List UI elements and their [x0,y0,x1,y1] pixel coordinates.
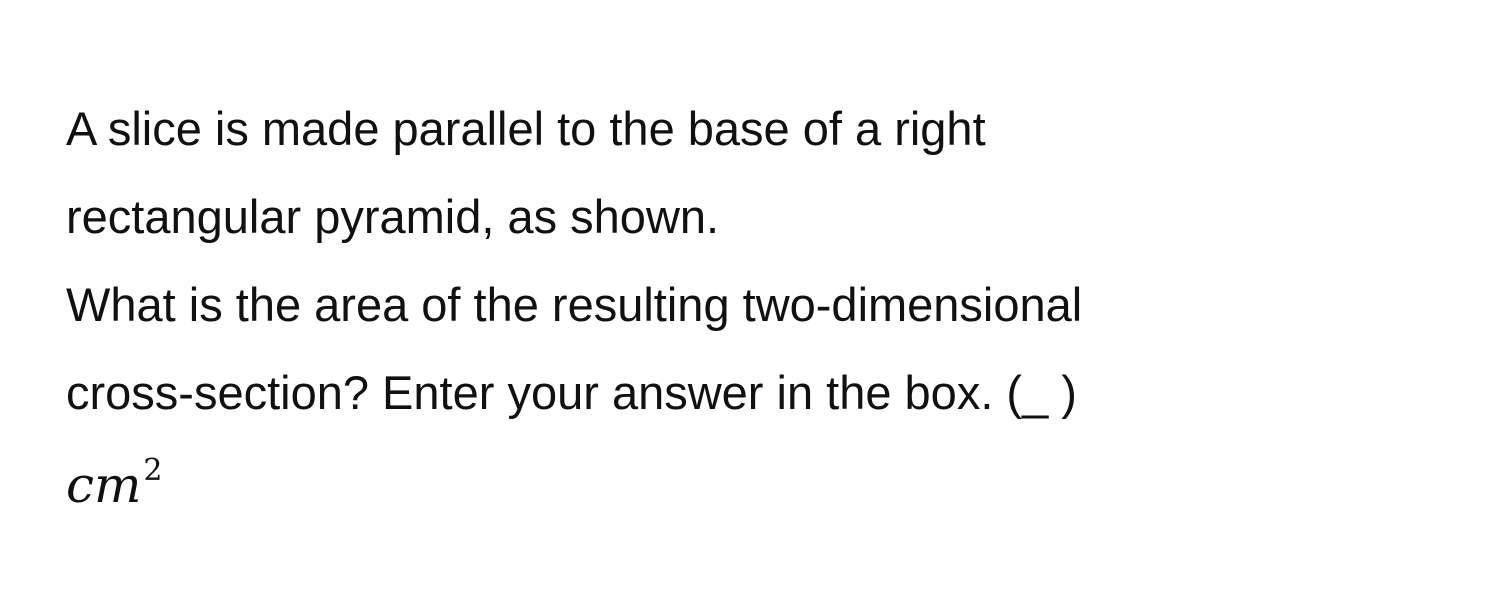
unit-base: cm [66,456,142,514]
question-text [66,85,1446,516]
question-line-2: rectangular pyramid, as shown. [66,190,720,243]
question-line-3: What is the area of the resulting two-dimensional [66,278,1083,331]
area-unit [66,453,163,514]
question-line-1: A slice is made parallel to the base of a right [66,102,986,155]
unit-exponent: 2 [143,453,163,488]
unit-line [66,441,1446,516]
question-line-4: cross-section? Enter your answer in the box. (_ ) [66,366,1077,419]
